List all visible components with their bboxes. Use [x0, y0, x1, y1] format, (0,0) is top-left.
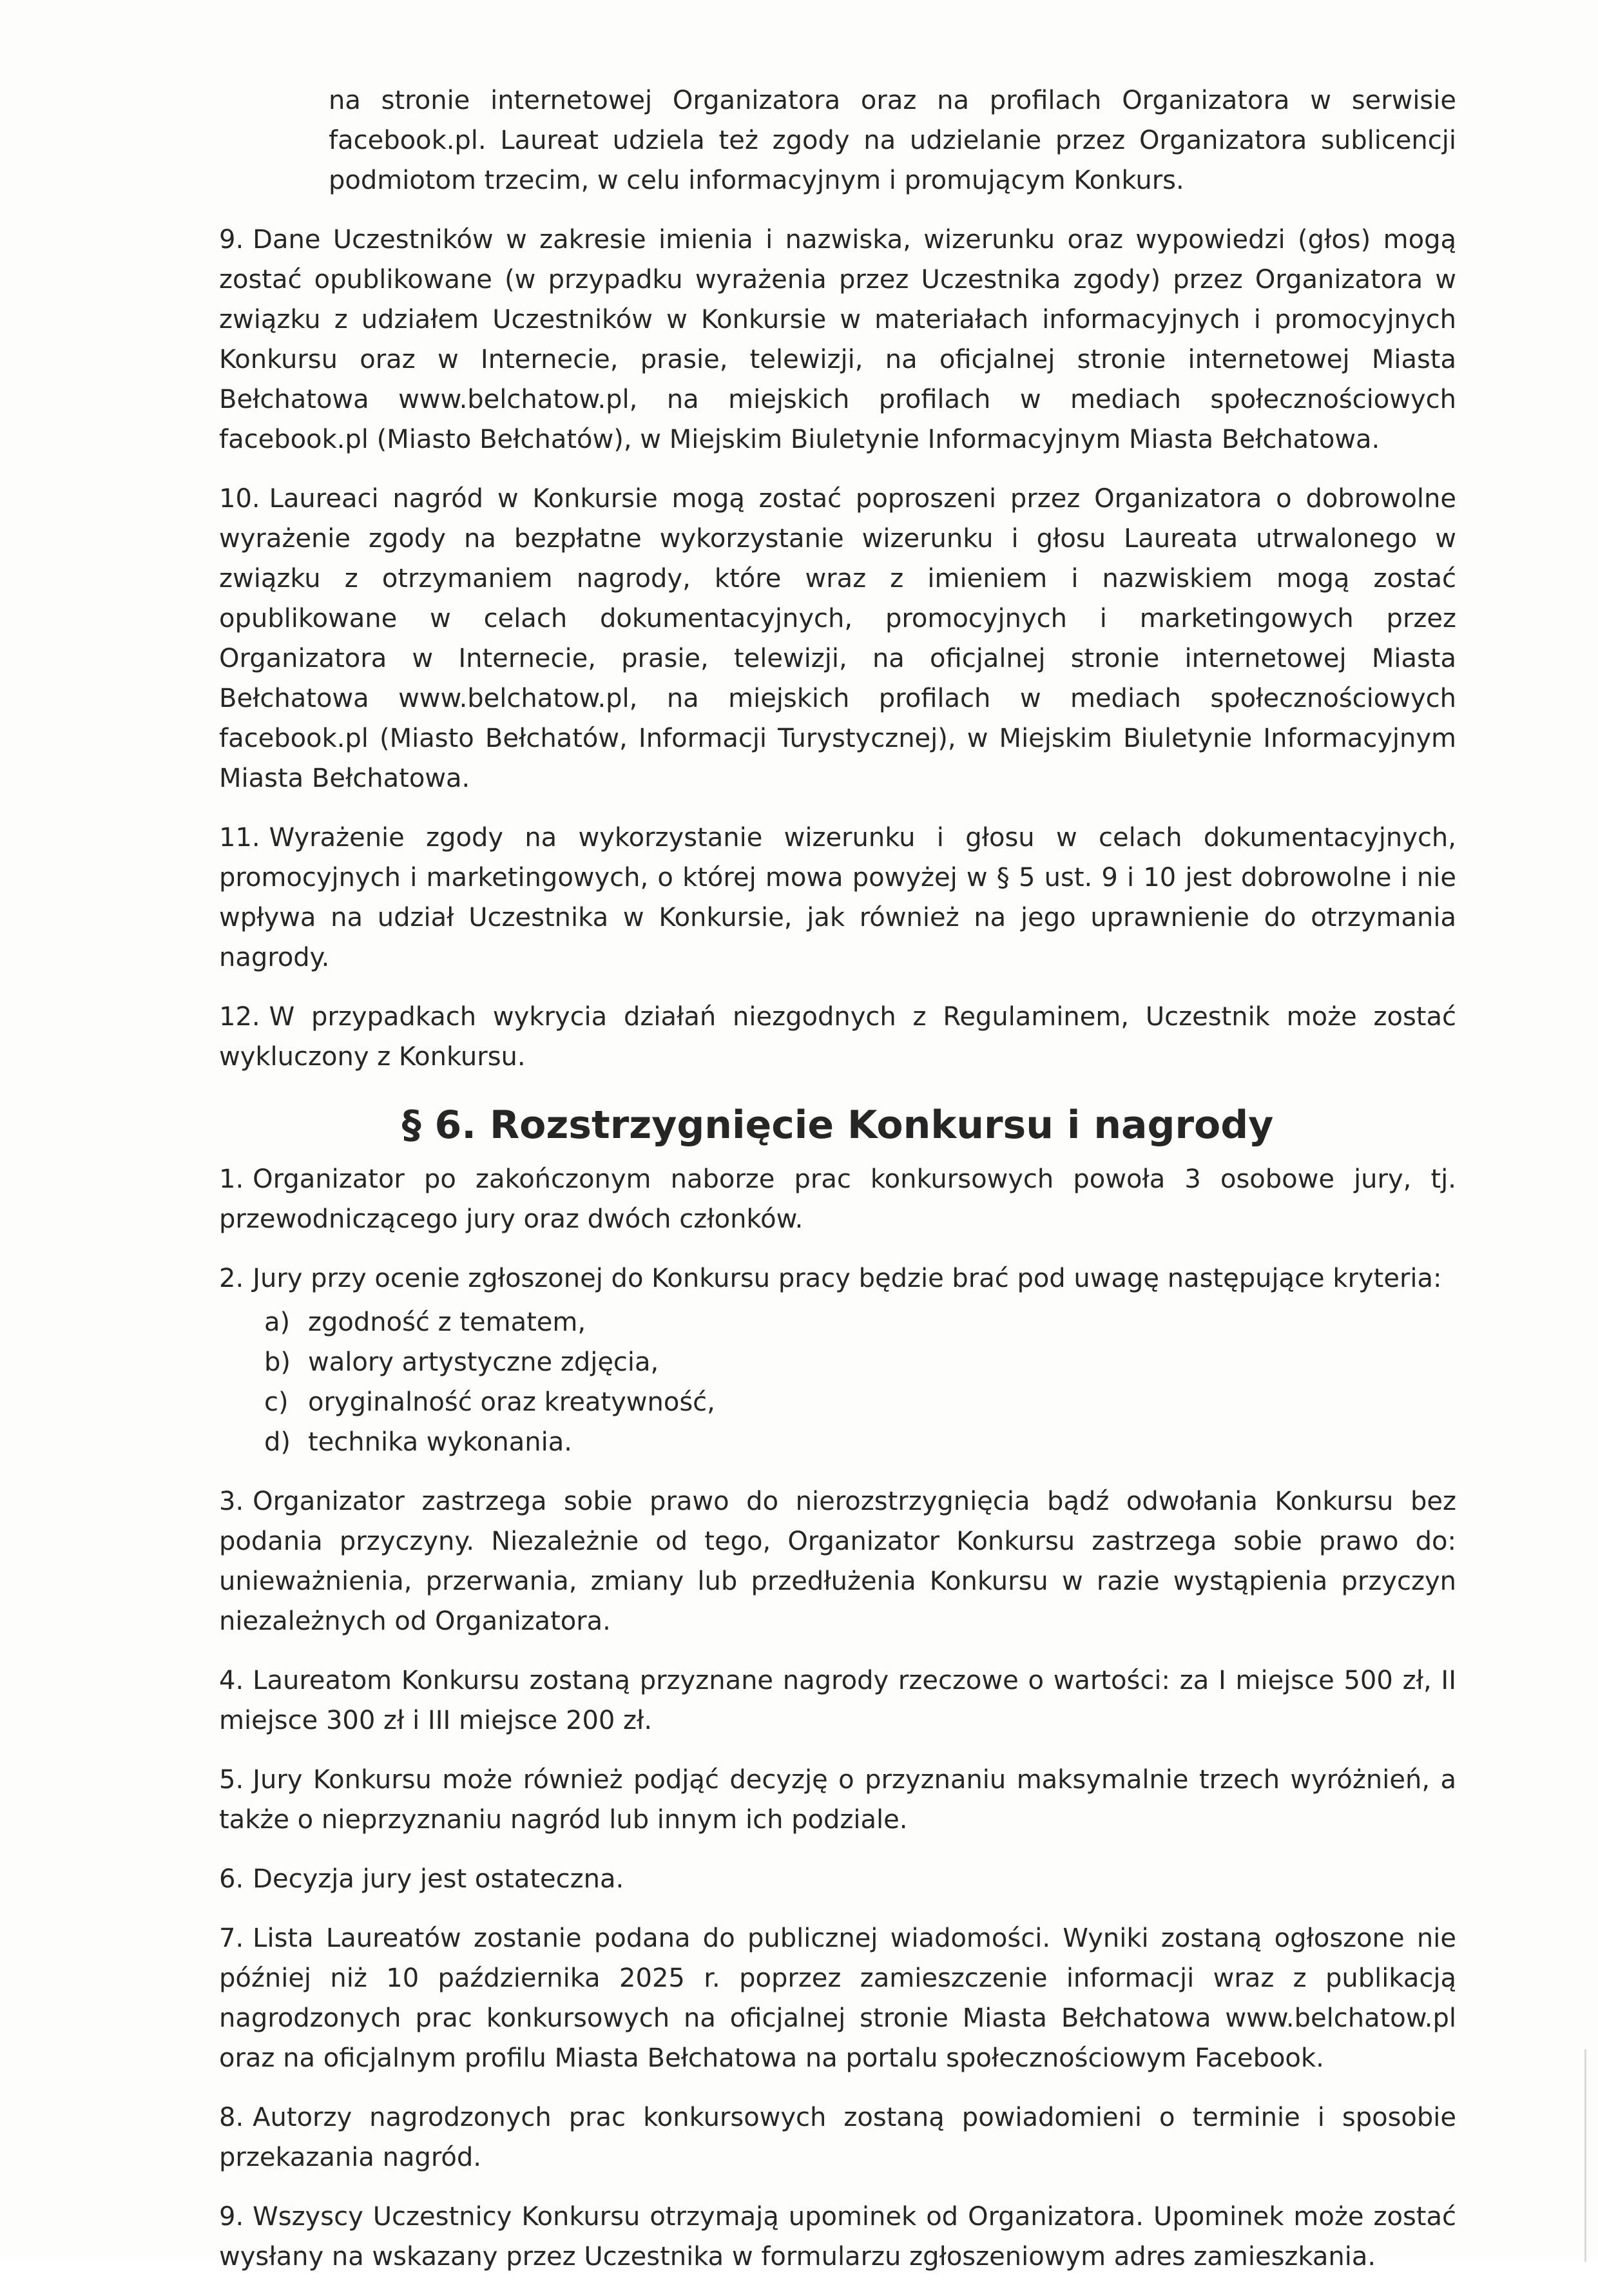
criteria-text: walory artystyczne zdjęcia, [308, 1347, 659, 1377]
section-5-paragraphs [219, 220, 1456, 1077]
paragraph-text: Wyrażenie zgody na wykorzystanie wizerunku i głosu w celach dokumentacyjnych, promocyjnych i marketingowych, o której mowa powyżej w § 5 ust. 9 i 10 jest dobrowolne i nie wpływa na udział Uczestnika w Konkursie, jak również na jego uprawnienie do otrzymania nagrody. [219, 823, 1456, 972]
paragraph-text: Autorzy nagrodzonych prac konkursowych zostaną powiadomieni o terminie i sposobie przekazania nagród. [219, 2103, 1456, 2172]
paragraph-6-6 [219, 1859, 1456, 1899]
criteria-item [219, 1342, 1456, 1382]
paragraph-text: Organizator zastrzega sobie prawo do nierozstrzygnięcia bądź odwołania Konkursu bez podania przyczyny. Niezależnie od tego, Organizator Konkursu zastrzega sobie prawo do: unieważnienia, przerwania, zmiany lub przedłużenia Konkursu w razie wystąpienia przyczyn niezależnych od Organizatora. [219, 1487, 1456, 1636]
criteria-letter: d) [264, 1427, 291, 1457]
paragraph-text: Decyzja jury jest ostateczna. [253, 1864, 624, 1894]
paragraph-5-12 [219, 997, 1456, 1077]
criteria-item [219, 1422, 1456, 1462]
document-body [219, 81, 1456, 2296]
paragraph-6-1 [219, 1159, 1456, 1239]
paragraph-6-8 [219, 2098, 1456, 2177]
criteria-letter: c) [264, 1387, 289, 1417]
paragraph-6-4 [219, 1661, 1456, 1741]
scan-edge-line [1584, 2049, 1586, 2262]
paragraph-number: 9. [219, 225, 244, 255]
paragraph-text: Wszyscy Uczestnicy Konkursu otrzymają upominek od Organizatora. Upominek może zostać wysłany na wskazany przez Uczestnika w formularzu zgłoszeniowym adres zamieszkania. [219, 2202, 1456, 2272]
paragraph-number: 8. [219, 2103, 244, 2132]
paragraph-6-7 [219, 1918, 1456, 2078]
paragraph-6-9 [219, 2197, 1456, 2277]
paragraph-6-3 [219, 1481, 1456, 1641]
criteria-list [219, 1302, 1456, 1462]
paragraph-text: Jury Konkursu może również podjąć decyzję o przyznaniu maksymalnie trzech wyróżnień, a także o nieprzyznaniu nagród lub innym ich podziale. [219, 1765, 1456, 1835]
paragraph-text: Laureaci nagród w Konkursie mogą zostać poproszeni przez Organizatora o dobrowolne wyrażenie zgody na bezpłatne wykorzystanie wizerunku i głosu Laureata utrwalonego w związku z otrzymaniem nagrody, które wraz z imieniem i nazwiskiem mogą zostać opublikowane w celach dokumentacyjnych, promocyjnych i marketingowych przez Organizatora w Internecie, prasie, telewizji, na oficjalnej stronie internetowej Miasta Bełchatowa www.belchatow.pl, na miejskich profilach w mediach społecznościowych facebook.pl (Miasto Bełchatów, Informacji Turystycznej), w Miejskim Biuletynie Informacyjnym Miasta Bełchatowa. [219, 484, 1456, 793]
criteria-item [219, 1382, 1456, 1422]
section-6-title: § 6. Rozstrzygnięcie Konkursu i nagrody [401, 1103, 1274, 1148]
paragraph-number: 9. [219, 2202, 244, 2232]
paragraph-6-2 [219, 1259, 1456, 1298]
paragraph-text: Jury przy ocenie zgłoszonej do Konkursu pracy będzie brać pod uwagę następujące kryteria: [253, 1264, 1442, 1293]
paragraph-text: Organizator po zakończonym naborze prac konkursowych powoła 3 osobowe jury, tj. przewodniczącego jury oraz dwóch członków. [219, 1164, 1456, 1234]
paragraph-text: W przypadkach wykrycia działań niezgodnych z Regulaminem, Uczestnik może zostać wykluczony z Konkursu. [219, 1002, 1456, 1072]
criteria-letter: b) [264, 1347, 291, 1377]
intro-continuation: na stronie internetowej Organizatora oraz na profilach Organizatora w serwisie facebook.pl. Laureat udziela też zgody na udzielanie przez Organizatora sublicencji podmiotom trzecim, w celu informacyjnym i promującym Konkurs. [329, 86, 1456, 195]
paragraph-text: Lista Laureatów zostanie podana do publicznej wiadomości. Wyniki zostaną ogłoszone nie później niż 10 października 2025 r. poprzez zamieszczenie informacji wraz z publikacją nagrodzonych prac konkursowych na oficjalnej stronie Miasta Bełchatowa www.belchatow.pl oraz na oficjalnym profilu Miasta Bełchatowa na portalu społecznościowym Facebook. [219, 1924, 1456, 2073]
paragraph-number: 7. [219, 1924, 244, 1953]
criteria-text: technika wykonania. [308, 1427, 572, 1457]
section-6-paragraphs [219, 1481, 1456, 2277]
paragraph-number: 10. [219, 484, 260, 514]
paragraph-number: 6. [219, 1864, 244, 1894]
criteria-text: zgodność z tematem, [308, 1307, 586, 1337]
paragraph-number: 3. [219, 1487, 244, 1516]
paragraph-text: Dane Uczestników w zakresie imienia i nazwiska, wizerunku oraz wypowiedzi (głos) mogą zostać opublikowane (w przypadku wyrażenia przez Uczestnika zgody) przez Organizatora w związku z udziałem Uczestników w Konkursie w materiałach informacyjnych i promocyjnych Konkursu oraz w Internecie, prasie, telewizji, na oficjalnej stronie internetowej Miasta Bełchatowa www.belchatow.pl, na miejskich profilach w mediach społecznościowych facebook.pl (Miasto Bełchatów), w Miejskim Biuletynie Informacyjnym Miasta Bełchatowa. [219, 225, 1456, 454]
paragraph-number: 1. [219, 1164, 244, 1194]
paragraph-5-10 [219, 479, 1456, 798]
criteria-text: oryginalność oraz kreatywność, [308, 1387, 715, 1417]
criteria-letter: a) [264, 1307, 291, 1337]
paragraph-6-5 [219, 1760, 1456, 1840]
paragraph-number: 2. [219, 1264, 244, 1293]
paragraph-5-11 [219, 818, 1456, 978]
paragraph-number: 11. [219, 823, 260, 853]
paragraph-number: 4. [219, 1666, 244, 1695]
paragraph-number: 12. [219, 1002, 260, 1032]
paragraph-number: 5. [219, 1765, 244, 1795]
paragraph-5-9 [219, 220, 1456, 459]
criteria-item [219, 1302, 1456, 1342]
paragraph-text: Laureatom Konkursu zostaną przyznane nagrody rzeczowe o wartości: za I miejsce 500 zł, II miejsce 300 zł i III miejsce 200 zł. [219, 1666, 1456, 1735]
